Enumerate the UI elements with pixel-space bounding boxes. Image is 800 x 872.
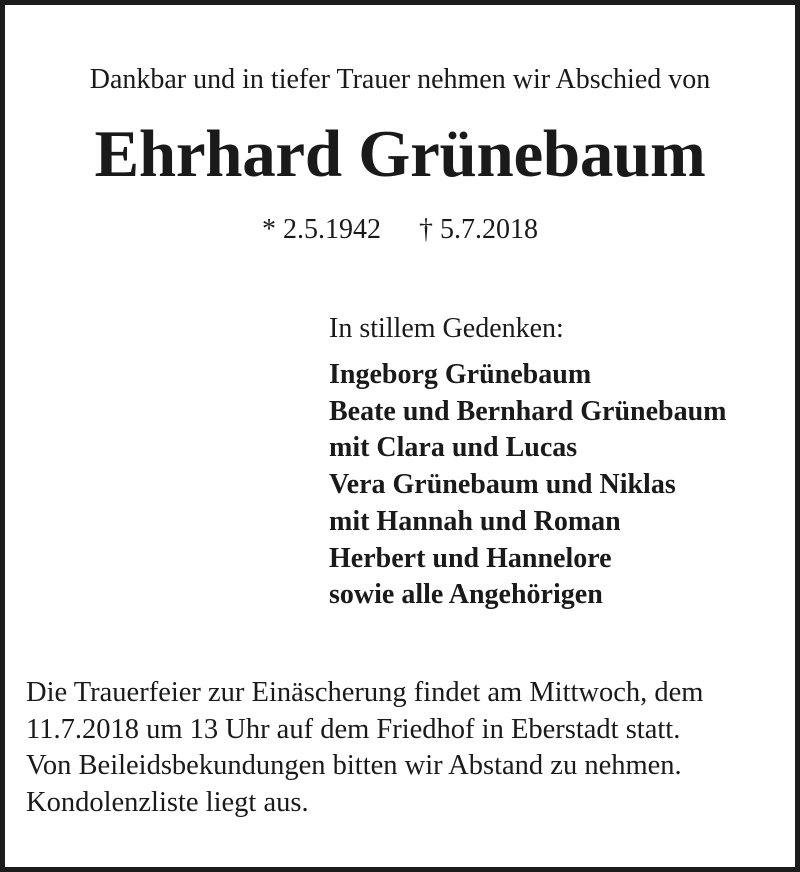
birth-date: 2.5.1942 [283,214,381,245]
mourner-line: Beate und Bernhard Grünebaum [329,395,727,427]
intro-text: Dankbar und in tiefer Trauer nehmen wir Abschied von [89,64,711,95]
deceased-name: Ehrhard Grünebaum [94,117,706,191]
ceremony-info [26,675,703,822]
mourner-line: mit Clara und Lucas [329,432,578,464]
mourner-line: Vera Grünebaum und Niklas [329,469,676,501]
birth-star-icon: * [262,214,276,245]
mourner-line: mit Hannah und Roman [329,505,621,537]
mourners-block [329,311,727,614]
mourner-line: Herbert und Hannelore [329,542,612,574]
ceremony-line: Von Beileidsbekundungen bitten wir Abstand zu nehmen. [26,750,682,782]
mourner-line: Ingeborg Grünebaum [329,359,592,390]
ceremony-line: Kondolenzliste liegt aus. [26,787,309,819]
mourners-label: In stillem Gedenken: [329,313,564,344]
ceremony-line: Die Trauerfeier zur Einäscherung findet am Mittwoch, dem [26,677,704,708]
death-dagger-icon: † [419,214,433,245]
mourner-line: sowie alle Angehörigen [329,579,603,611]
life-dates [5,212,795,248]
ceremony-line: 11.7.2018 um 13 Uhr auf dem Friedhof in Eberstadt statt. [26,713,681,745]
death-date: 5.7.2018 [440,214,538,245]
